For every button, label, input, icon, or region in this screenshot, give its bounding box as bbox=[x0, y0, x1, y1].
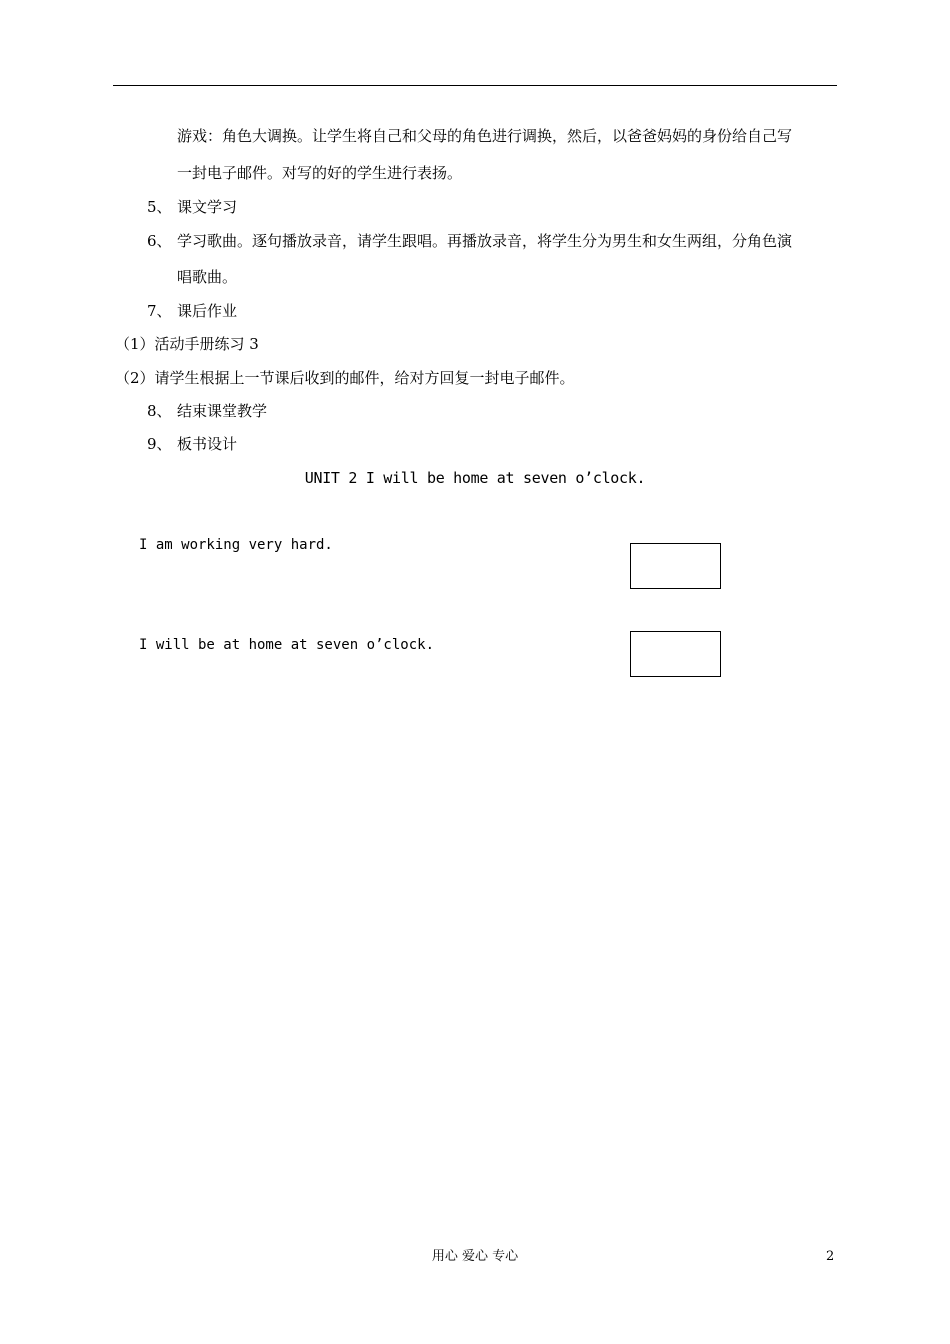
board-answer-box-1 bbox=[630, 543, 721, 589]
list-item-text: 学习歌曲。逐句播放录音，请学生跟唱。再播放录音，将学生分为男生和女生两组，分角色演 bbox=[177, 232, 793, 250]
game-paragraph-line1: 游戏：角色大调换。让学生将自己和父母的角色进行调换，然后，以爸爸妈妈的身份给自己写 bbox=[177, 127, 793, 145]
board-title: UNIT 2 I will be home at seven o’clock. bbox=[304, 469, 646, 487]
board-answer-box-2 bbox=[630, 631, 721, 677]
board-sentence-1: I am working very hard. bbox=[139, 537, 333, 553]
list-item-number: 8、 bbox=[147, 402, 172, 420]
list-item-6-continuation: 唱歌曲。 bbox=[177, 268, 238, 286]
list-item-5 bbox=[147, 197, 237, 217]
page-number: 2 bbox=[826, 1249, 835, 1264]
game-paragraph-line2: 一封电子邮件。对写的好的学生进行表扬。 bbox=[177, 164, 463, 182]
list-item-9 bbox=[147, 434, 237, 454]
list-item-number: 7、 bbox=[147, 302, 172, 320]
list-item-text: 结束课堂教学 bbox=[177, 402, 268, 420]
header-rule bbox=[113, 85, 837, 86]
list-item-6 bbox=[147, 231, 792, 251]
footer-motto: 用心 爱心 专心 bbox=[431, 1249, 519, 1264]
list-item-8 bbox=[147, 401, 267, 421]
list-item-number: 5、 bbox=[147, 198, 172, 216]
list-item-number: 6、 bbox=[147, 232, 172, 250]
list-item-text: 板书设计 bbox=[177, 435, 238, 453]
board-sentence-2: I will be at home at seven o’clock. bbox=[139, 637, 435, 653]
list-item-number: 9、 bbox=[147, 435, 172, 453]
list-item-text: 课文学习 bbox=[177, 198, 238, 216]
homework-item-2: （2）请学生根据上一节课后收到的邮件，给对方回复一封电子邮件。 bbox=[115, 369, 575, 387]
list-item-text: 课后作业 bbox=[177, 302, 238, 320]
list-item-7 bbox=[147, 301, 237, 321]
homework-item-1: （1）活动手册练习 3 bbox=[115, 335, 259, 353]
